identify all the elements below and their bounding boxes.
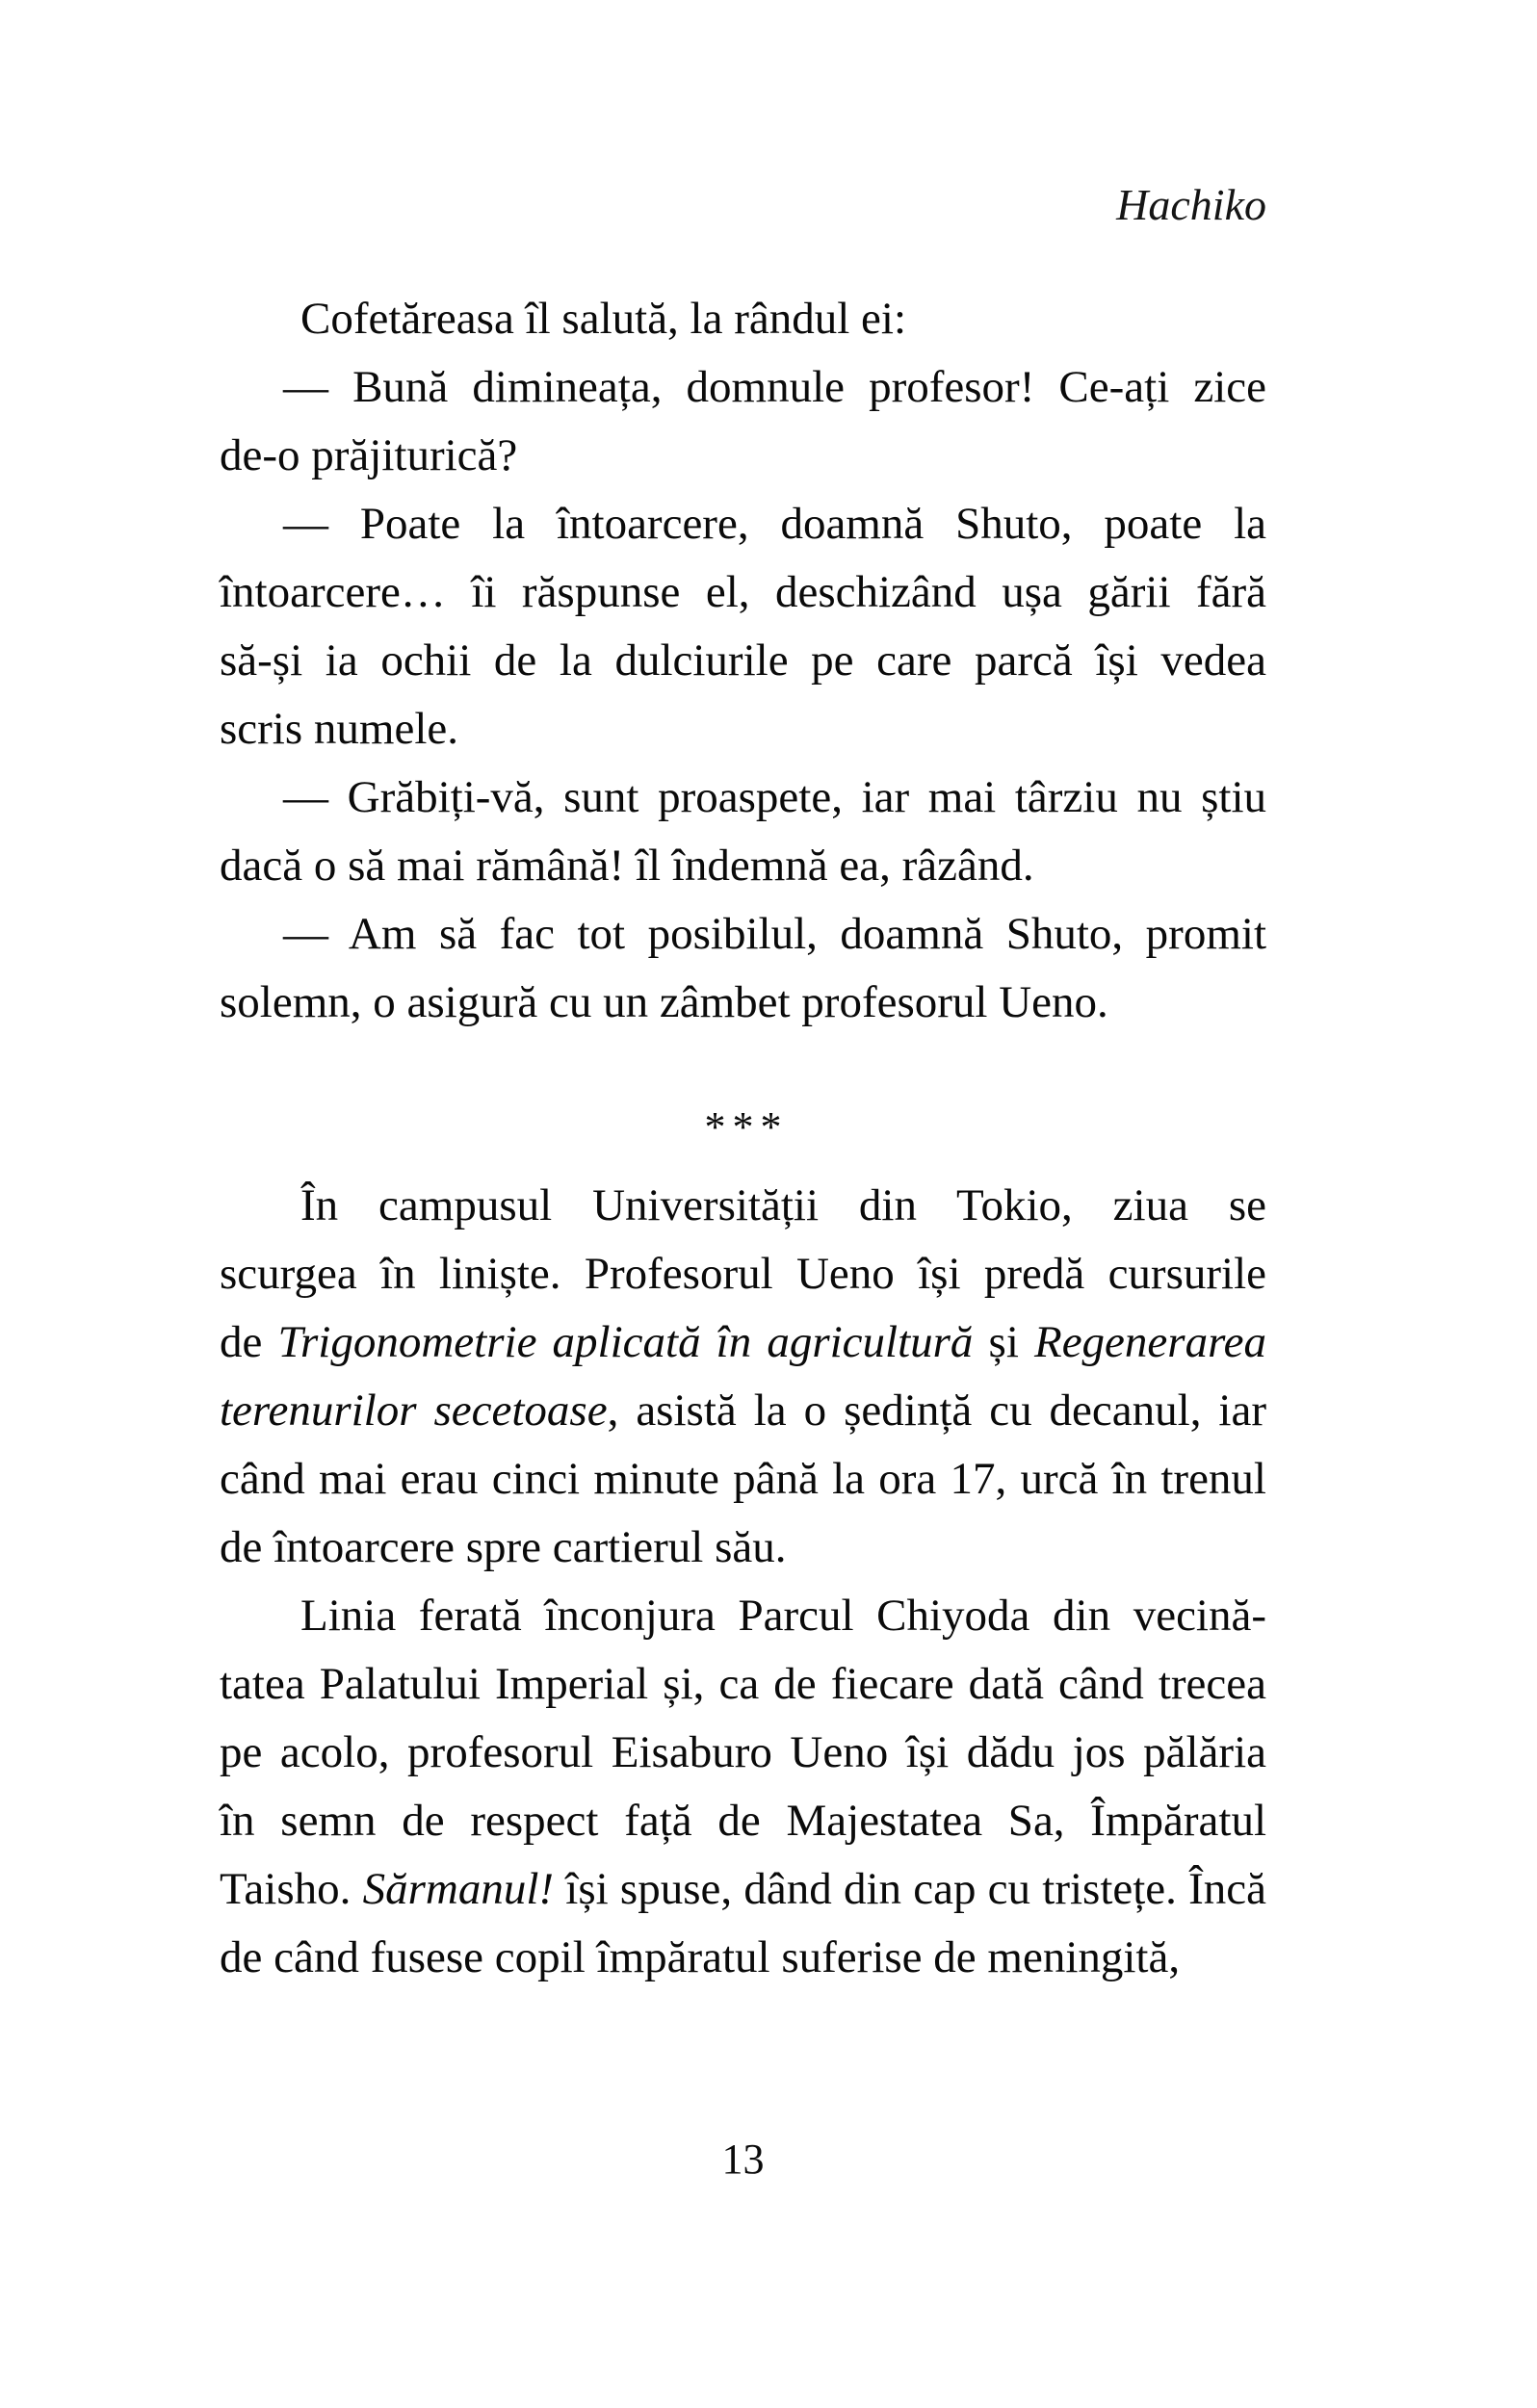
text-line bbox=[220, 764, 1266, 832]
text-segment: să-și ia ochii de la dulciurile pe care parcă își vedea bbox=[220, 635, 1266, 686]
italic-text-segment: Trigonometrie aplicată în agricultură bbox=[277, 1317, 974, 1367]
text-segment: de întoarcere spre cartierul său. bbox=[220, 1522, 787, 1572]
paragraph bbox=[220, 353, 1266, 490]
section-after-separator bbox=[220, 1172, 1266, 1992]
text-line bbox=[220, 285, 1266, 353]
text-line bbox=[220, 558, 1266, 627]
text-line bbox=[220, 969, 1266, 1037]
section-separator: *** bbox=[704, 1103, 789, 1151]
text-segment: — Grăbiți-vă, sunt proaspete, iar mai târziu nu știu bbox=[283, 772, 1266, 822]
text-line bbox=[220, 1855, 1266, 1924]
text-segment: scurgea în liniște. Profesorul Ueno își predă cursurile bbox=[220, 1249, 1266, 1299]
text-line bbox=[220, 1308, 1266, 1377]
section-before-separator bbox=[220, 285, 1266, 1037]
text-line bbox=[220, 353, 1266, 422]
text-line bbox=[220, 832, 1266, 900]
text-line bbox=[220, 1240, 1266, 1308]
text-segment: în semn de respect față de Majestatea Sa, Împăratul bbox=[220, 1796, 1266, 1846]
text-segment: își spuse, dând din cap cu tristețe. Încă bbox=[554, 1864, 1267, 1914]
paragraph bbox=[220, 1172, 1266, 1582]
paragraph bbox=[220, 285, 1266, 353]
text-line bbox=[220, 1582, 1266, 1650]
text-segment: pe acolo, profesorul Eisaburo Ueno își dădu jos pălăria bbox=[220, 1727, 1266, 1777]
paragraph bbox=[220, 764, 1266, 900]
paragraph bbox=[220, 900, 1266, 1037]
text-segment: solemn, o asigură cu un zâmbet profesorul Ueno. bbox=[220, 977, 1108, 1027]
text-segment: Linia ferată înconjura Parcul Chiyoda din vecină- bbox=[300, 1591, 1266, 1641]
text-segment: când mai erau cinci minute până la ora 17, urcă în trenul bbox=[220, 1454, 1266, 1504]
text-line bbox=[220, 1172, 1266, 1240]
body-text bbox=[220, 285, 1266, 1992]
text-line bbox=[220, 490, 1266, 558]
running-header: Hachiko bbox=[1116, 180, 1266, 229]
text-line bbox=[220, 422, 1266, 490]
text-line bbox=[220, 1924, 1266, 1992]
text-segment: și bbox=[973, 1317, 1034, 1367]
text-segment: de când fusese copil împăratul suferise de meningită, bbox=[220, 1932, 1181, 1982]
text-segment: , asistă la o ședință cu decanul, iar bbox=[607, 1385, 1266, 1436]
text-segment: de-o prăjiturică? bbox=[220, 430, 518, 480]
text-line bbox=[220, 1719, 1266, 1787]
text-line bbox=[220, 1650, 1266, 1719]
paragraph bbox=[220, 490, 1266, 764]
text-line bbox=[220, 627, 1266, 695]
text-segment: Cofetăreasa îl salută, la rândul ei: bbox=[300, 294, 907, 344]
text-line bbox=[220, 1787, 1266, 1855]
text-segment: de bbox=[220, 1317, 278, 1367]
paragraph bbox=[220, 1582, 1266, 1992]
text-line bbox=[220, 1514, 1266, 1582]
text-segment: scris numele. bbox=[220, 704, 458, 754]
text-line bbox=[220, 695, 1266, 764]
text-segment: întoarcere… îi răspunse el, deschizând ușa gării fără bbox=[220, 567, 1266, 617]
text-segment: — Am să fac tot posibilul, doamnă Shuto, promit bbox=[283, 909, 1266, 959]
italic-text-segment: Regenerarea bbox=[1033, 1317, 1266, 1367]
page-number: 13 bbox=[721, 2136, 765, 2183]
text-segment: tatea Palatului Imperial și, ca de fiecare dată când trecea bbox=[220, 1659, 1266, 1709]
text-line bbox=[220, 1377, 1266, 1445]
text-line bbox=[220, 900, 1266, 969]
text-line bbox=[220, 1445, 1266, 1514]
italic-text-segment: Sărmanul! bbox=[362, 1864, 555, 1914]
text-segment: În campusul Universității din Tokio, ziua se bbox=[300, 1180, 1266, 1230]
italic-text-segment: terenurilor secetoase bbox=[220, 1385, 608, 1436]
text-segment: Taisho. bbox=[220, 1864, 363, 1914]
text-segment: dacă o să mai rămână! îl îndemnă ea, râzând. bbox=[220, 841, 1034, 891]
text-segment: — Bună dimineața, domnule profesor! Ce-ați zice bbox=[283, 362, 1266, 412]
text-segment: — Poate la întoarcere, doamnă Shuto, poate la bbox=[283, 499, 1266, 549]
